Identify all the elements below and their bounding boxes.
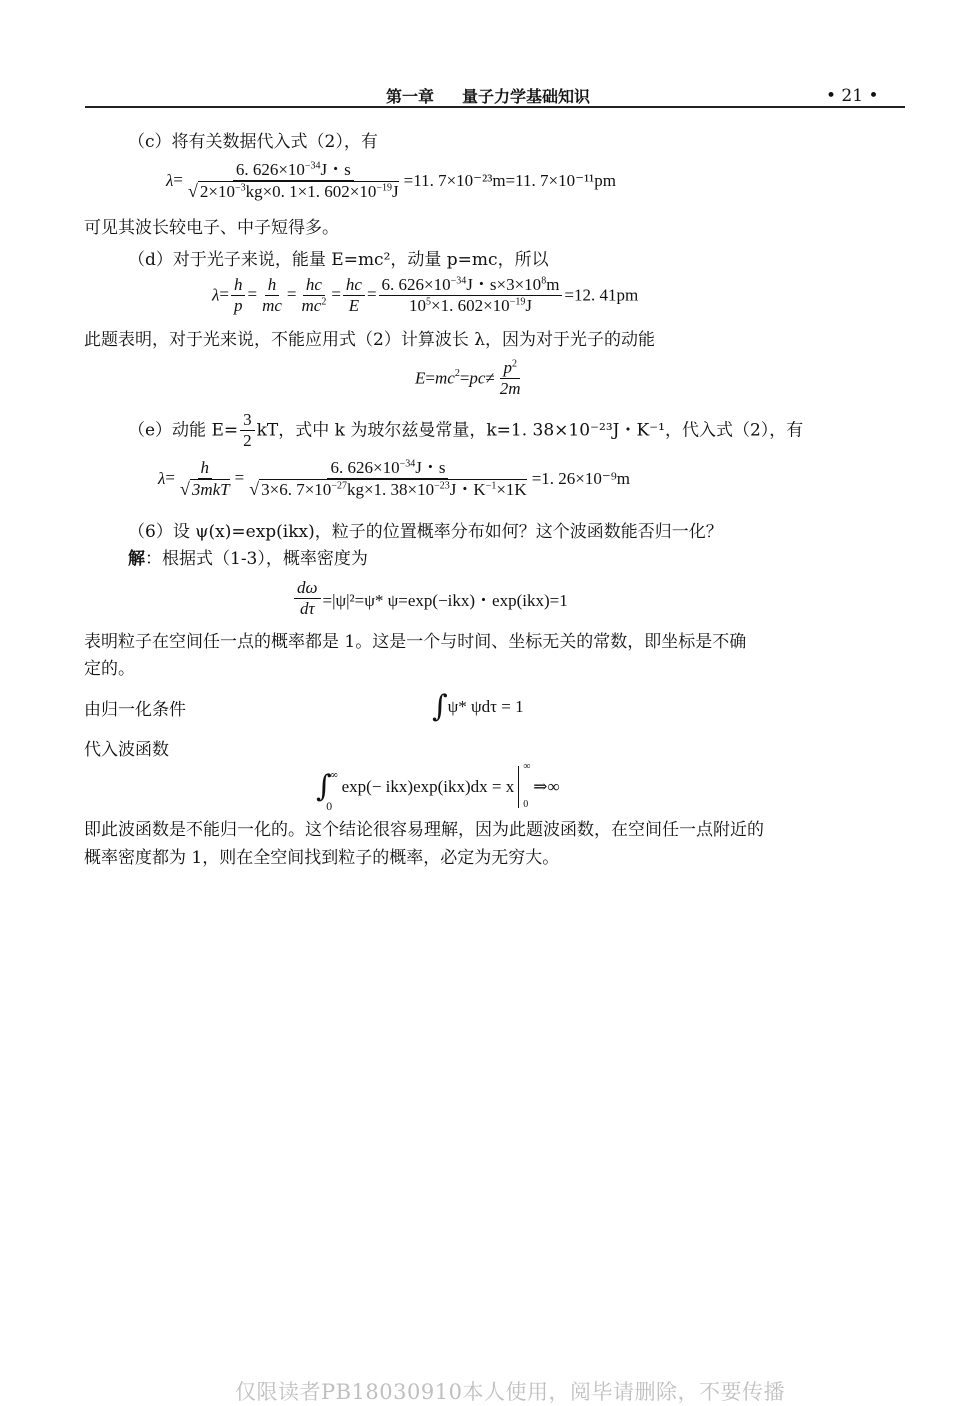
density-rhs: =|ψ|²=ψ* ψ=exp(−ikx)・exp(ikx)=1 bbox=[322, 591, 568, 610]
watermark: 仅限读者PB18030910本人使用，阅毕请删除，不要传播 bbox=[235, 1380, 785, 1404]
part-d-comment: 此题表明，对于光来说，不能应用式（2）计算波长 λ，因为对于光子的动能 bbox=[84, 330, 655, 350]
problem6-solution bbox=[128, 547, 368, 571]
integral-body: exp(− ikx)exp(ikx)dx = x bbox=[341, 777, 515, 796]
page-number: • 21 • bbox=[826, 86, 879, 106]
solution-intro: ：根据式（1-3），概率密度为 bbox=[145, 549, 368, 569]
chapter-title: 量子力学基础知识 bbox=[462, 87, 591, 106]
part-e-intro-b: kT，式中 k 为玻尔兹曼常量，k=1. 38×10⁻²³J・K⁻¹，代入式（2），有 bbox=[256, 420, 804, 441]
norm-formula: ψ* ψdτ = 1 bbox=[447, 697, 524, 716]
part-d-intro: （d）对于光子来说，能量 E=mc²，动量 p=mc，所以 bbox=[128, 250, 549, 270]
final-line-2: 概率密度都为 1，则在全空间找到粒子的概率，必定为无穷大。 bbox=[84, 848, 560, 868]
eq-e: λ= $\frac{h}{\text{√ 3mkT}}$ = $\frac{6. 626\times 10^{-34}J・s}{√ 3\times 6. 7\times 10^{-27}kg\times 1. 38\times 10^{-23}J・K^{-1}\times 1K}$ =1. 26×10⁻⁹m bbox=[158, 458, 631, 499]
problem6-question: （6）设 ψ(x)=exp(ikx)，粒子的位置概率分布如何？这个波函数能否归一化？ bbox=[128, 522, 723, 542]
norm-label: 由归一化条件 bbox=[84, 700, 186, 720]
eq-integral: ∫ ∞ 0 exp(− ikx)exp(ikx)dx = x ∞ 0 ⇒∞ bbox=[316, 761, 560, 813]
header-rule bbox=[85, 106, 905, 108]
eq-d: λ= $\frac{h}{p}$ = $\frac{h}{mc}$ = $\frac{hc}{mc^2}$ = $\frac{hc}{E}$ = $\frac{6. 626\times 10^{-34}J・s\times 3\times 10^8m}{10^5\times 1. 602\times 10^{-19}J}$ =12. 41pm bbox=[212, 275, 639, 315]
eq-c-result: =11. 7×10⁻²³m=11. 7×10⁻¹¹pm bbox=[403, 171, 616, 190]
part-e-intro: （e）动能 E= $\frac{3}{2}$ kT，式中 k 为玻尔兹曼常量，k=1. 38×10⁻²³J・K⁻¹，代入式（2），有 bbox=[128, 410, 804, 450]
part-e-intro-a: （e）动能 E= bbox=[128, 420, 239, 441]
eq-density: $\frac{d\omega}{d\tau}$ =|ψ|²=ψ* ψ=exp(−ikx)・exp(ikx)=1 bbox=[292, 578, 568, 619]
substitute-label: 代入波函数 bbox=[84, 740, 169, 760]
part-c-intro: （c）将有关数据代入式（2），有 bbox=[128, 132, 378, 152]
chapter-label: 第一章 bbox=[386, 87, 435, 106]
solution-label: 解 bbox=[128, 549, 145, 569]
eq-d-result: =12. 41pm bbox=[564, 285, 639, 305]
eq-c: λ= $\frac{6. 626\times 10^{-34}J・s}{√ 2\times 10^{-3}kg\times 0. 1\times 1. 602\times 10^{-19}J}$ =11. 7×10⁻²³m=11. 7×10⁻¹¹pm bbox=[166, 160, 616, 201]
meaning-line-1: 表明粒子在空间任一点的概率都是 1。这是一个与时间、坐标无关的常数，即坐标是不确 bbox=[84, 632, 747, 652]
eq-d-energy: $E=mc^2=pc\ne$ $\frac{p^2}{2m}$ bbox=[415, 358, 521, 398]
eq-e-result: =1. 26×10⁻⁹m bbox=[531, 469, 631, 488]
integral-result: ⇒∞ bbox=[533, 777, 560, 796]
meaning-line-2: 定的。 bbox=[84, 659, 135, 679]
part-c-conclusion: 可见其波长较电子、中子短得多。 bbox=[84, 218, 339, 238]
final-line-1: 即此波函数是不能归一化的。这个结论很容易理解，因为此题波函数，在空间任一点附近的 bbox=[84, 820, 764, 840]
eq-norm: ∫ψ* ψdτ = 1 bbox=[432, 689, 524, 724]
